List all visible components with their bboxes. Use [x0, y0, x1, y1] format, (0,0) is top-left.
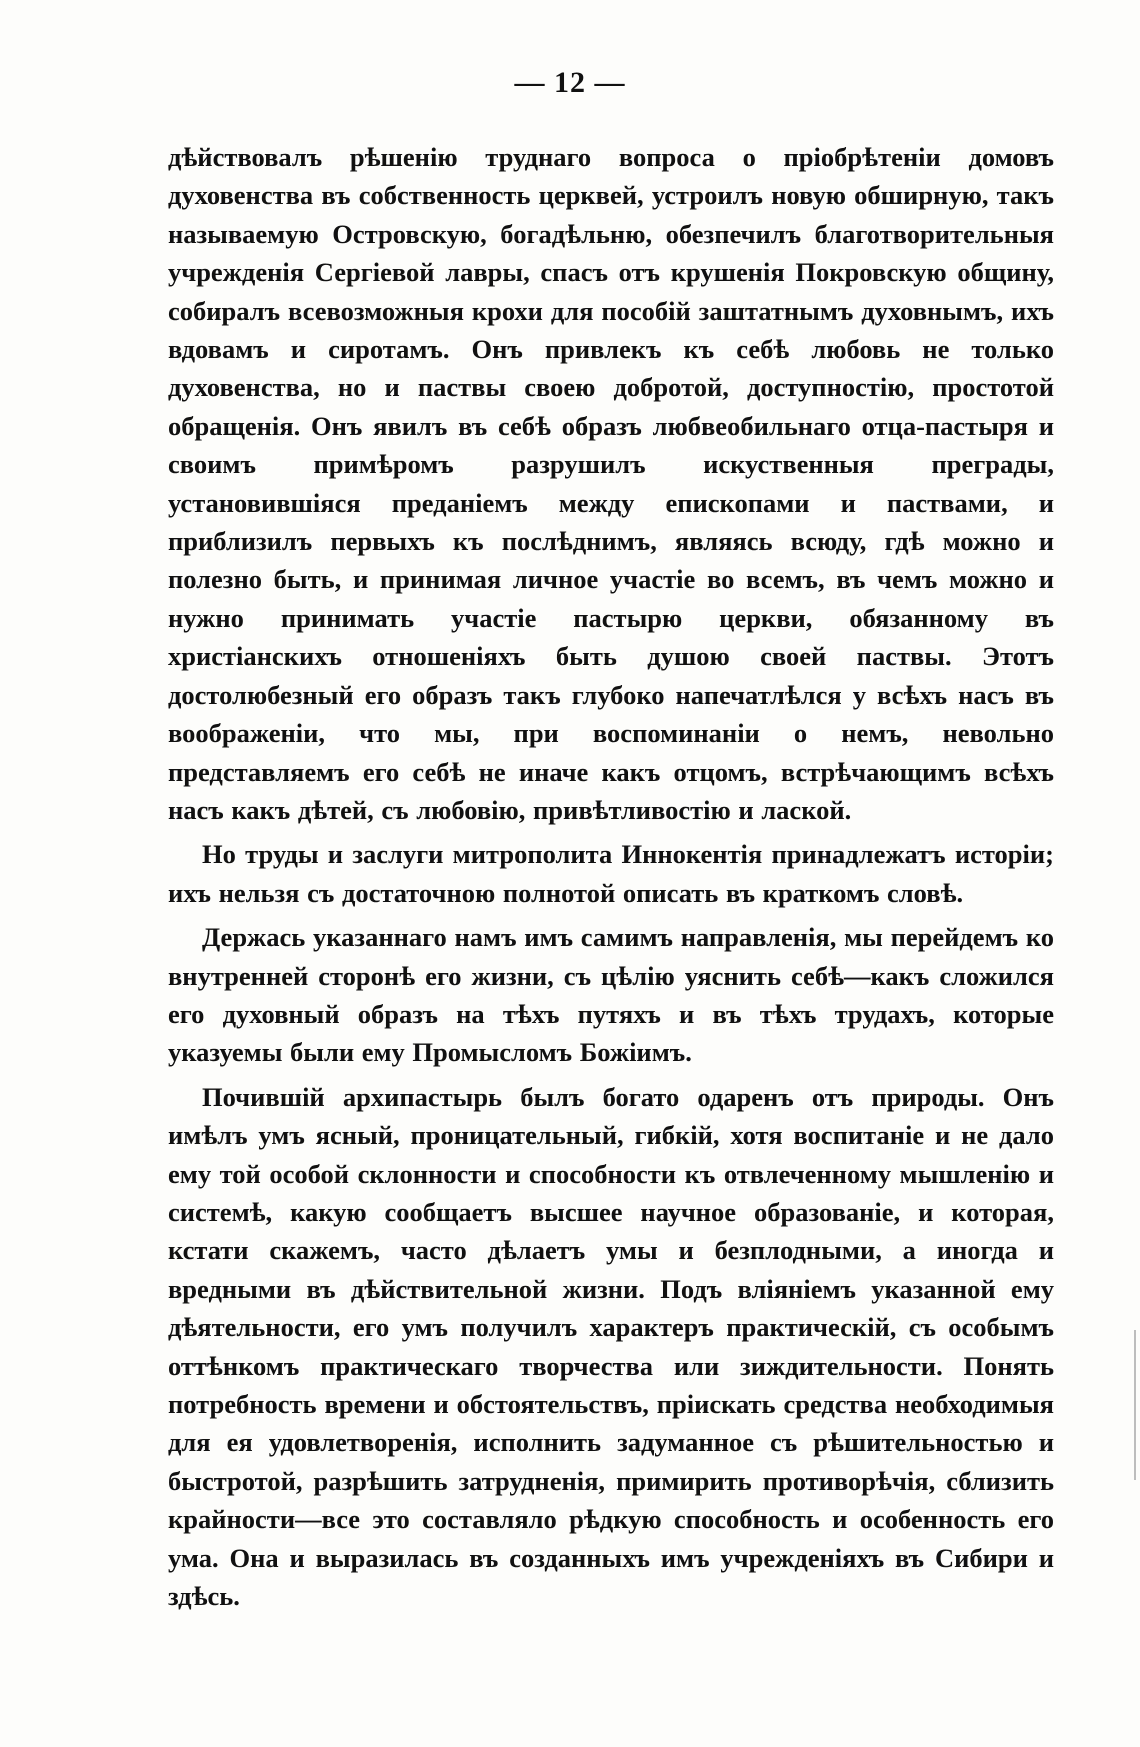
paragraph-3: Держась указаннаго намъ имъ самимъ направленія, мы перейдемъ ко внутренней сторонѣ его жизни, съ цѣлію уяснить себѣ—какъ сложился его духовный образъ на тѣхъ путяхъ и въ тѣхъ трудахъ, которые указуемы были ему Промысломъ Божіимъ.: [168, 922, 1054, 1068]
scan-edge-mark: [1134, 1330, 1136, 1480]
paragraph-4: Почившій архипастырь былъ богато одаренъ отъ природы. Онъ имѣлъ умъ ясный, проницательный, гибкій, хотя воспитаніе и не дало ему той особой склонности и способности къ отвлеченному мышленію и системѣ, какую сообщаетъ высшее научное образованіе, и которая, кстати скажемъ, часто дѣлаетъ умы и безплодными, а иногда и вредными въ дѣйствительной жизни. Подъ вліяніемъ указанной ему дѣятельности, его умъ получилъ характеръ практическій, съ особымъ оттѣнкомъ практическаго творчества или зиждительности. Понять потребность времени и обстоятельствъ, пріискать средства необходимыя для ея удовлетворенія, исполнить задуманное съ рѣшительностью и быстротой, разрѣшить затрудненія, примирить противорѣчія, сблизить крайности—все это составляло рѣдкую способность и особенность его ума. Она и выразилась въ созданныхъ имъ учрежденіяхъ въ Сибири и здѣсь.: [168, 1081, 1054, 1612]
body-text: [168, 138, 1054, 1615]
paragraph-2: Но труды и заслуги митрополита Иннокентія принадлежатъ исторіи; ихъ нельзя съ достаточною полнотой описать въ краткомъ словѣ.: [168, 839, 1054, 908]
page-number: — 12 —: [514, 66, 626, 99]
paragraph-1: дѣйствовалъ рѣшенію труднаго вопроса о пріобрѣтеніи домовъ духовенства въ собственность церквей, устроилъ новую обширную, такъ называемую Островскую, богадѣльню, обезпечилъ благотворительныя учрежденія Сергіевой лавры, спасъ отъ крушенія Покровскую общину, собиралъ всевозможныя крохи для пособій заштатнымъ духовнымъ, ихъ вдовамъ и сиротамъ. Онъ привлекъ къ себѣ любовь не только духовенства, но и паствы своею добротой, доступностію, простотой обращенія. Онъ явилъ въ себѣ образъ любвеобильнаго отца-пастыря и своимъ примѣромъ разрушилъ искуственныя преграды, установившіяся преданіемъ между епископами и паствами, и приблизилъ первыхъ къ послѣднимъ, являясь всюду, гдѣ можно и полезно быть, и принимая личное участіе во всемъ, въ чемъ можно и нужно принимать участіе пастырю церкви, обязанному въ христіанскихъ отношеніяхъ быть душою своей паствы. Этотъ достолюбезный его образъ такъ глубоко напечатлѣлся у всѣхъ насъ въ воображеніи, что мы, при воспоминаніи о немъ, невольно представляемъ его себѣ не иначе какъ отцомъ, встрѣчающимъ всѣхъ насъ какъ дѣтей, съ любовію, привѣтливостію и лаской.: [168, 142, 1054, 825]
